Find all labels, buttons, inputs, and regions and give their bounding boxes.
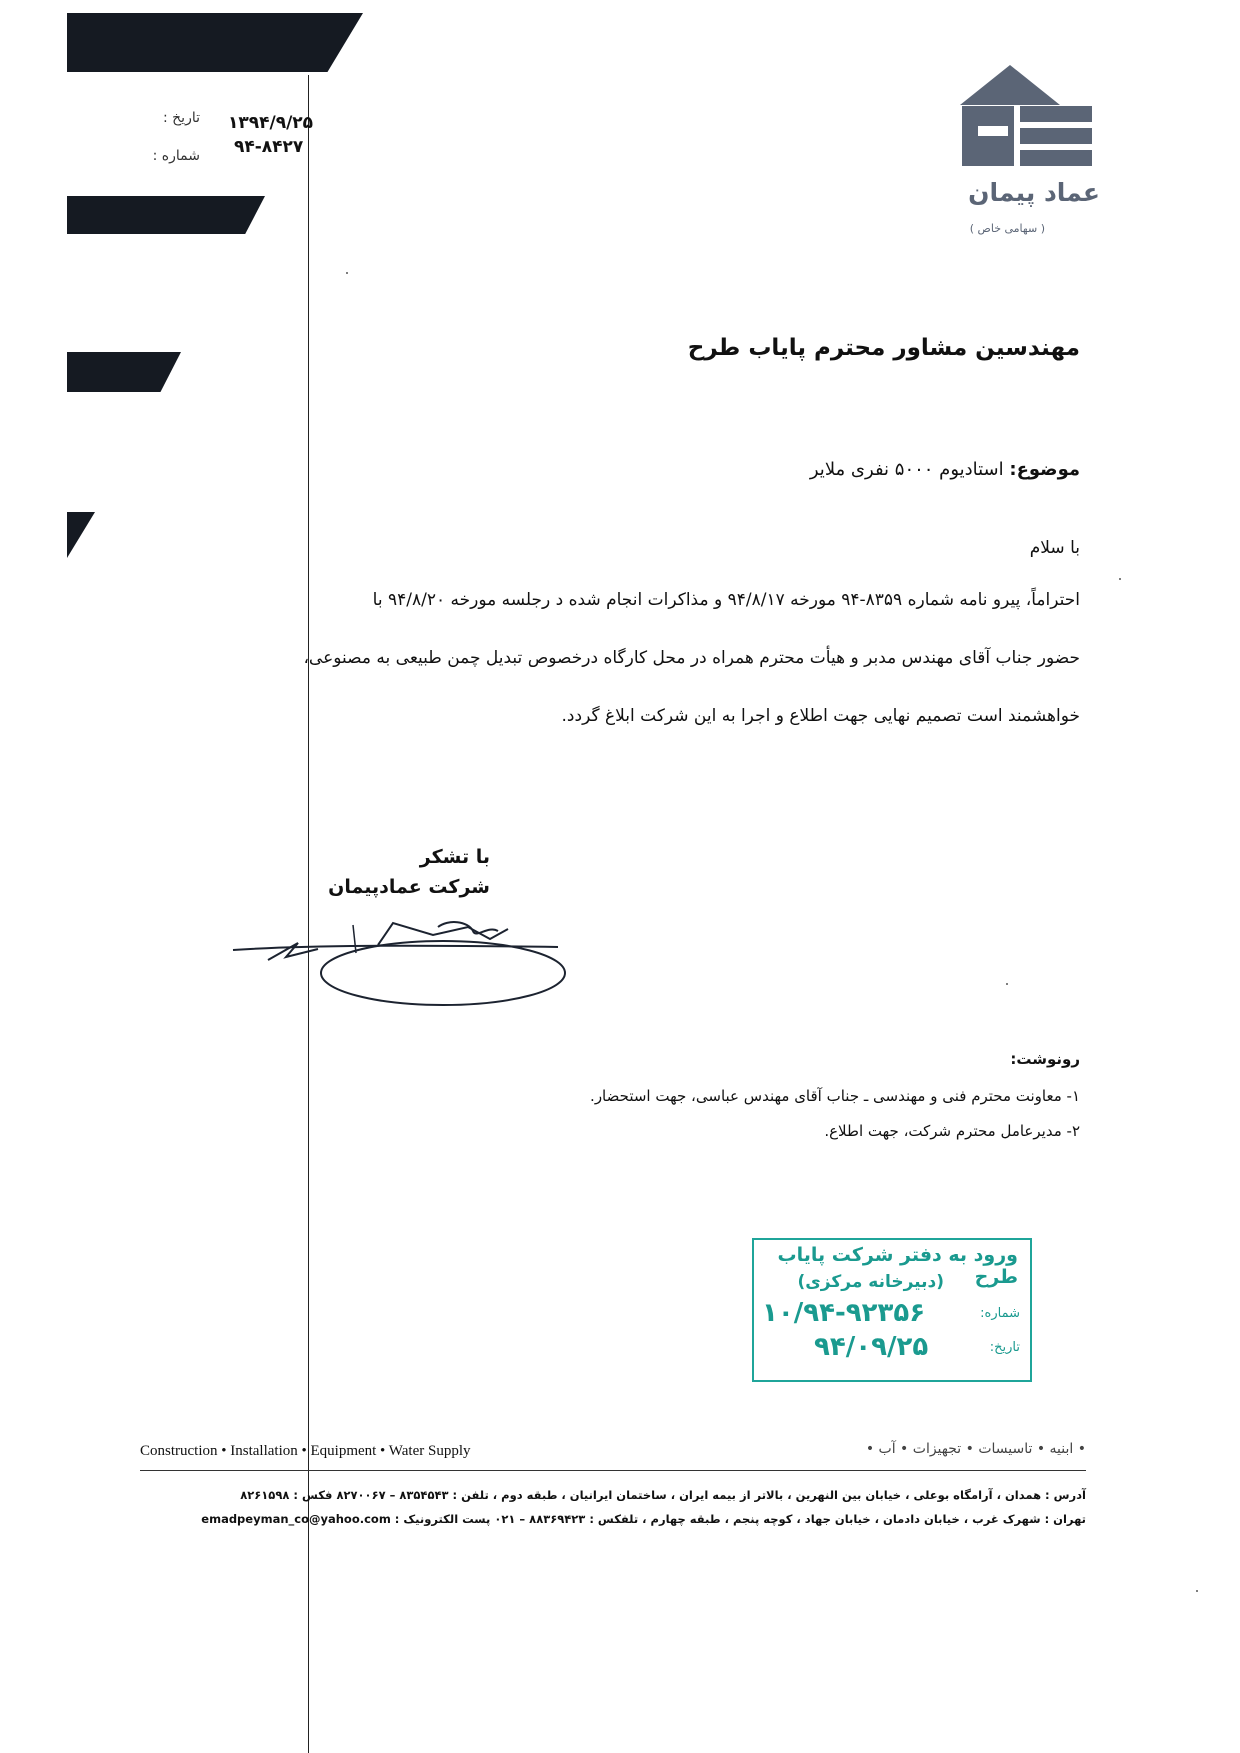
services-persian: • ابنیه • تاسیسات • تجهیزات • آب • bbox=[865, 1441, 1086, 1457]
body-line: احتراماً، پیرو نامه شماره ۸۳۵۹-۹۴ مورخه ۹۴/۸/۱۷ و مذاکرات انجام شده د رجلسه مورخه ۹۴/۸/۲۰ با bbox=[372, 590, 1080, 610]
greeting: با سلام bbox=[1029, 538, 1080, 558]
stamp-number-label: شماره: bbox=[980, 1306, 1020, 1321]
signature bbox=[228, 905, 568, 1015]
stamp-date: ۹۴/۰۹/۲۵ bbox=[814, 1332, 929, 1362]
redaction-bar bbox=[67, 196, 265, 234]
services-english: Construction • Installation • Equipment • Water Supply bbox=[140, 1443, 471, 1459]
scan-speck bbox=[1196, 1590, 1198, 1592]
scan-speck bbox=[346, 272, 348, 274]
stamp-title: ورود به دفتر شرکت پایاب طرح bbox=[777, 1244, 1018, 1288]
recipient: مهندسین مشاور محترم پایاب طرح bbox=[687, 335, 1080, 361]
closing-company: شرکت عمادپیمان bbox=[328, 876, 490, 898]
redaction-bar bbox=[67, 512, 95, 558]
closing-thanks: با تشکر bbox=[419, 846, 490, 868]
stamp-number: ۱۰/۹۴-۹۲۳۵۶ bbox=[762, 1298, 926, 1328]
scan-speck bbox=[1119, 578, 1121, 580]
stamp-date-label: تاریخ: bbox=[989, 1340, 1020, 1355]
letter-date: ۱۳۹۴/۹/۲۵ bbox=[228, 113, 314, 133]
subject-label: موضوع: bbox=[1009, 459, 1080, 480]
cc-item: ۱- معاونت محترم فنی و مهندسی ـ جناب آقای مهندس عباسی، جهت استحضار. bbox=[590, 1087, 1080, 1105]
body-line: خواهشمند است تصمیم نهایی جهت اطلاع و اجرا به این شرکت ابلاغ گردد. bbox=[561, 706, 1080, 726]
redaction-bar bbox=[67, 352, 181, 392]
number-label: شماره : bbox=[152, 148, 200, 164]
subject-line bbox=[560, 459, 1080, 480]
company-logo bbox=[950, 60, 1100, 170]
subject-text: استادیوم ۵۰۰۰ نفری ملایر bbox=[809, 459, 1004, 480]
cc-title: رونوشت: bbox=[1010, 1050, 1080, 1068]
redaction-bar bbox=[67, 13, 363, 72]
cc-item: ۲- مدیرعامل محترم شرکت، جهت اطلاع. bbox=[824, 1122, 1080, 1140]
scan-speck bbox=[1006, 983, 1008, 985]
footer-divider bbox=[140, 1470, 1086, 1471]
stamp-subtitle: (دبیرخانه مرکزی) bbox=[797, 1272, 944, 1292]
address-tehran: تهران : شهرک غرب ، خیابان دادمان ، خیابان جهاد ، کوچه پنجم ، طبقه چهارم ، تلفکس : ۸۸۳۶۹۴۲۳ – ۰۲۱ پست الکترونیک : emadpeyman_co@yahoo.com bbox=[201, 1512, 1086, 1526]
letter-number: ۹۴-۸۴۲۷ bbox=[234, 137, 304, 157]
body-line: حضور جناب آقای مهندس مدبر و هیأت محترم همراه در محل کارگاه درخصوص تبدیل چمن طبیعی به مصنوعی، bbox=[303, 648, 1080, 668]
receipt-stamp bbox=[752, 1238, 1032, 1382]
date-label: تاریخ : bbox=[162, 110, 200, 126]
company-type: ( سهامی خاص ) bbox=[969, 222, 1045, 235]
address-hamedan: آدرس : همدان ، آرامگاه بوعلی ، خیابان بین النهرین ، بالاتر از بیمه ایران ، ساختمان ایرانیان ، طبقه دوم ، تلفن : ۸۳۵۴۵۴۳ – ۸۲۷۰۰۶۷ فکس : ۸۲۶۱۵۹۸ bbox=[240, 1488, 1086, 1502]
company-name: عماد پیمان bbox=[968, 178, 1100, 207]
